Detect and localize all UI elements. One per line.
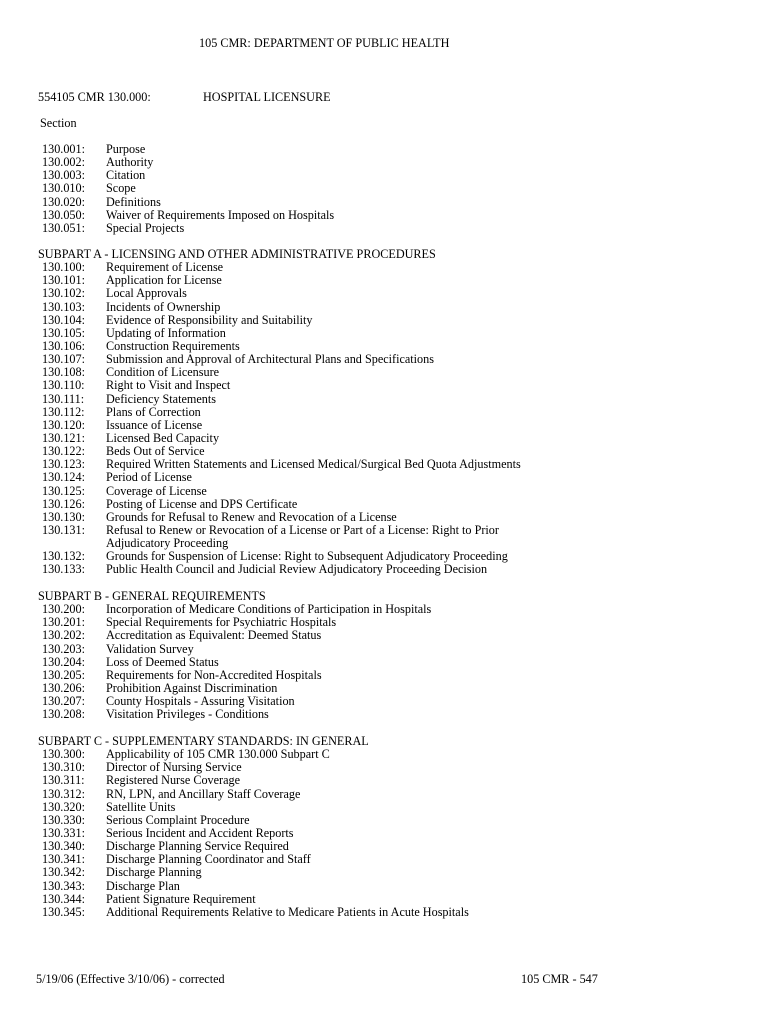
section-number: 130.020: bbox=[42, 194, 85, 209]
section-number: 130.123: bbox=[42, 457, 85, 472]
section-title: Purpose bbox=[106, 142, 146, 156]
section-number: 130.103: bbox=[42, 299, 85, 314]
section-entry bbox=[38, 788, 369, 801]
section-number: 130.104: bbox=[42, 312, 85, 327]
section-entry bbox=[38, 707, 269, 722]
section-entry bbox=[38, 774, 369, 787]
section-title: Serious Incident and Accident Reports bbox=[106, 826, 294, 840]
section-number: 130.002: bbox=[42, 155, 85, 170]
section-title: Grounds for Suspension of License: Right to Subsequent Adjudicatory Proceeding bbox=[106, 549, 508, 564]
section-number: 130.102: bbox=[42, 286, 85, 301]
section-number: 130.341: bbox=[42, 852, 85, 867]
section-number: 130.122: bbox=[42, 444, 85, 459]
section-title: Coverage of License bbox=[106, 483, 207, 498]
section-title: Authority bbox=[106, 155, 154, 170]
section-entry bbox=[38, 511, 436, 524]
section-number: 130.204: bbox=[42, 654, 85, 669]
section-title: Patient Signature Requirement bbox=[106, 891, 256, 906]
section-number: 130.121: bbox=[42, 430, 85, 445]
subpart-c bbox=[38, 734, 469, 919]
section-number: 130.344: bbox=[42, 891, 85, 906]
section-entry bbox=[38, 643, 266, 656]
subpart-c-list bbox=[38, 747, 469, 919]
section-number: 130.205: bbox=[42, 667, 85, 682]
subpart-b-list bbox=[38, 602, 432, 722]
section-title: Definitions bbox=[106, 194, 161, 209]
section-entry bbox=[38, 801, 369, 814]
section-title: Local Approvals bbox=[106, 286, 187, 301]
subpart-a-heading: SUBPART A - LICENSING AND OTHER ADMINISTRATIVE PROCEDURES bbox=[38, 247, 436, 261]
section-number: 130.345: bbox=[42, 904, 85, 919]
section-entry bbox=[38, 471, 436, 484]
section-title: Director of Nursing Service bbox=[106, 760, 242, 775]
section-number: 130.112: bbox=[42, 404, 85, 419]
section-title: Registered Nurse Coverage bbox=[106, 773, 241, 788]
section-number: 130.108: bbox=[42, 365, 85, 380]
section-title: Beds Out of Service bbox=[106, 444, 205, 459]
section-number: 130.208: bbox=[42, 707, 85, 722]
subpart-b-heading: SUBPART B - GENERAL REQUIREMENTS bbox=[38, 589, 266, 603]
section-number: 130.132: bbox=[42, 549, 85, 564]
section-title: Refusal to Renew or Revocation of a License or Part of a License: Right to Prior bbox=[106, 522, 499, 537]
section-entry bbox=[38, 379, 436, 392]
section-entry bbox=[38, 562, 488, 577]
section-entry bbox=[38, 880, 369, 893]
section-title: Right to Visit and Inspect bbox=[106, 378, 231, 393]
section-title: Discharge Planning Service Required bbox=[106, 839, 289, 854]
section-title: Applicability of 105 CMR 130.000 Subpart C bbox=[106, 747, 330, 762]
section-entry bbox=[38, 406, 436, 419]
section-title: RN, LPN, and Ancillary Staff Coverage bbox=[106, 786, 301, 801]
section-number: 130.130: bbox=[42, 509, 85, 524]
section-entry bbox=[38, 314, 436, 327]
section-title: County Hospitals - Assuring Visitation bbox=[106, 694, 295, 709]
section-entry bbox=[38, 274, 436, 287]
section-title: Plans of Correction bbox=[106, 404, 201, 419]
section-number: 130.310: bbox=[42, 760, 85, 775]
section-number: 130.051: bbox=[42, 220, 85, 235]
section-entry bbox=[38, 522, 499, 537]
section-title: Condition of Licensure bbox=[106, 365, 220, 380]
section-title: Discharge Planning Coordinator and Staff bbox=[106, 852, 311, 867]
section-entry bbox=[38, 498, 436, 511]
section-title: Scope bbox=[106, 181, 136, 196]
section-title: Issuance of License bbox=[106, 417, 203, 432]
section-number: 130.200: bbox=[42, 602, 85, 617]
section-title: Updating of Information bbox=[106, 325, 226, 340]
footer-page-number: 105 CMR - 547 bbox=[521, 972, 598, 986]
section-number: 130.003: bbox=[42, 168, 85, 183]
section-title: Public Health Council and Judicial Review Adjudicatory Proceeding Decision bbox=[106, 562, 488, 577]
section-number: 130.330: bbox=[42, 812, 85, 827]
section-entry bbox=[38, 628, 322, 643]
section-entry bbox=[38, 419, 436, 432]
section-number: 130.010: bbox=[42, 181, 85, 196]
footer-date: 5/19/06 (Effective 3/10/06) - corrected bbox=[36, 972, 225, 986]
section-title: Waiver of Requirements Imposed on Hospitals bbox=[106, 207, 335, 222]
section-title: Submission and Approval of Architectural Plans and Specifications bbox=[106, 352, 434, 367]
section-title: Discharge Plan bbox=[106, 878, 180, 893]
section-title: Incidents of Ownership bbox=[106, 299, 221, 314]
section-number: 130.050: bbox=[42, 207, 85, 222]
section-title: Required Written Statements and Licensed Medical/Surgical Bed Quota Adjustments bbox=[106, 457, 521, 472]
section-title: Validation Survey bbox=[106, 641, 194, 656]
section-entry bbox=[38, 457, 521, 472]
section-title: Application for License bbox=[106, 273, 222, 288]
section-number: 130.342: bbox=[42, 865, 85, 880]
section-title: Satellite Units bbox=[106, 799, 176, 814]
section-title: Accreditation as Equivalent: Deemed Status bbox=[106, 628, 322, 643]
subpart-b bbox=[38, 589, 432, 722]
section-title: Additional Requirements Relative to Medicare Patients in Acute Hospitals bbox=[106, 904, 469, 919]
section-entry bbox=[38, 366, 436, 379]
section-title: Licensed Bed Capacity bbox=[106, 430, 220, 445]
section-number: 130.126: bbox=[42, 496, 85, 511]
page-header: 105 CMR: DEPARTMENT OF PUBLIC HEALTH bbox=[199, 36, 450, 50]
chapter-code: 554105 CMR 130.000: bbox=[38, 90, 151, 104]
section-title: Special Requirements for Psychiatric Hospitals bbox=[106, 615, 337, 630]
section-entry bbox=[38, 261, 436, 274]
section-title: Deficiency Statements bbox=[106, 391, 216, 406]
section-number: 130.311: bbox=[42, 773, 85, 788]
section-title: Discharge Planning bbox=[106, 865, 202, 880]
section-number: 130.340: bbox=[42, 839, 85, 854]
subpart-c-heading: SUBPART C - SUPPLEMENTARY STANDARDS: IN GENERAL bbox=[38, 734, 369, 748]
section-title: Citation bbox=[106, 168, 146, 183]
section-title: Adjudicatory Proceeding bbox=[106, 536, 229, 551]
section-number: 130.107: bbox=[42, 352, 85, 367]
section-entry bbox=[38, 866, 369, 879]
section-title: Prohibition Against Discrimination bbox=[106, 681, 278, 695]
section-title: Posting of License and DPS Certificate bbox=[106, 496, 298, 511]
section-entry bbox=[38, 393, 436, 406]
section-title: Period of License bbox=[106, 470, 192, 485]
section-number: 130.320: bbox=[42, 799, 85, 814]
section-number: 130.202: bbox=[42, 628, 85, 643]
section-title: Requirement of License bbox=[106, 260, 224, 275]
section-entry bbox=[38, 301, 436, 314]
section-number: 130.201: bbox=[42, 615, 85, 630]
section-number: 130.125: bbox=[42, 483, 85, 498]
section-number: 130.131: bbox=[42, 522, 85, 537]
section-number: 130.300: bbox=[42, 747, 85, 762]
section-entry bbox=[38, 656, 266, 669]
chapter-title: HOSPITAL LICENSURE bbox=[203, 90, 331, 104]
section-entry bbox=[38, 904, 469, 919]
section-title: Construction Requirements bbox=[106, 339, 240, 353]
subpart-a-list bbox=[38, 260, 521, 577]
section-number: 130.001: bbox=[42, 142, 85, 156]
section-number: 130.111: bbox=[42, 391, 85, 406]
section-label: Section bbox=[40, 116, 77, 130]
section-number: 130.312: bbox=[42, 786, 85, 801]
subpart-a bbox=[38, 247, 521, 577]
section-number: 130.106: bbox=[42, 339, 85, 353]
section-number: 130.120: bbox=[42, 417, 85, 432]
section-title: Incorporation of Medicare Conditions of Participation in Hospitals bbox=[106, 602, 432, 617]
section-number: 130.203: bbox=[42, 641, 85, 656]
section-number: 130.343: bbox=[42, 878, 85, 893]
section-entry bbox=[38, 853, 369, 866]
section-title: Evidence of Responsibility and Suitability bbox=[106, 312, 313, 327]
section-number: 130.105: bbox=[42, 325, 85, 340]
section-title: Serious Complaint Procedure bbox=[106, 812, 250, 827]
section-number: 130.206: bbox=[42, 681, 85, 695]
section-number: 130.110: bbox=[42, 378, 85, 393]
section-title: Grounds for Refusal to Renew and Revocation of a License bbox=[106, 509, 397, 524]
section-title: Visitation Privileges - Conditions bbox=[106, 707, 269, 722]
section-entry bbox=[38, 893, 369, 906]
section-number: 130.100: bbox=[42, 260, 85, 275]
section-title: Loss of Deemed Status bbox=[106, 654, 219, 669]
section-entry bbox=[38, 432, 436, 445]
section-title: Special Projects bbox=[106, 220, 185, 235]
section-number: 130.207: bbox=[42, 694, 85, 709]
section-entry bbox=[38, 485, 436, 498]
section-entry bbox=[38, 287, 436, 300]
section-title: Requirements for Non-Accredited Hospitals bbox=[106, 667, 322, 682]
chapter-heading bbox=[38, 90, 331, 104]
section-number: 130.133: bbox=[42, 562, 85, 577]
section-number: 130.124: bbox=[42, 470, 85, 485]
section-number: 130.331: bbox=[42, 826, 85, 840]
section-number: 130.101: bbox=[42, 273, 85, 288]
section-entry bbox=[38, 353, 436, 366]
